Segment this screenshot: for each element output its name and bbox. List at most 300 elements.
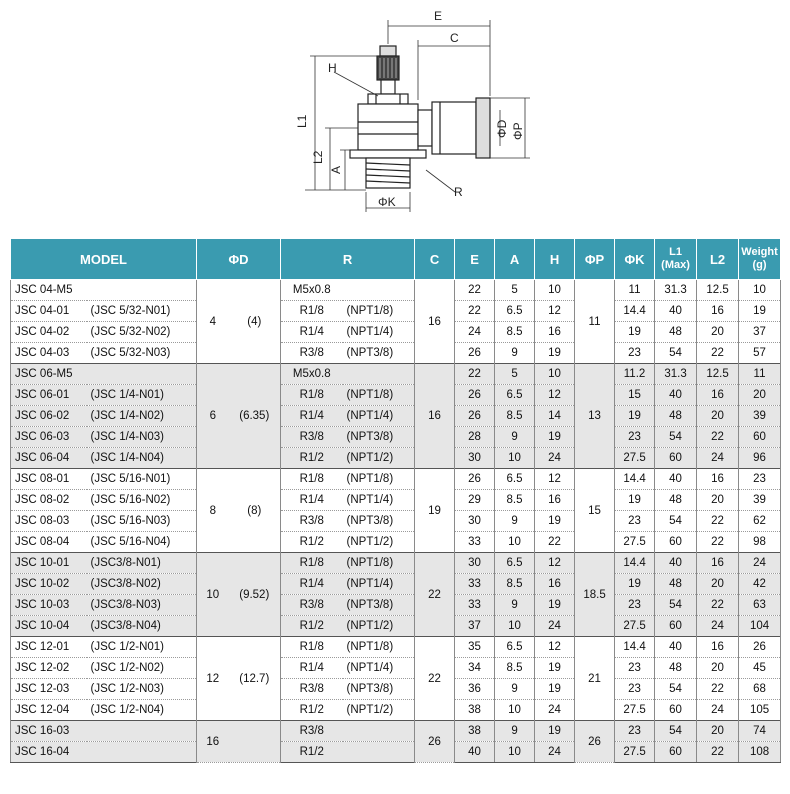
model-cell: JSC 10-02 [11, 574, 87, 595]
r-npt-cell: (NPT1/4) [343, 406, 415, 427]
table-row [11, 364, 781, 385]
model-cell: JSC 10-04 [11, 616, 87, 637]
alt-model-cell [87, 742, 197, 763]
a-cell: 10 [495, 700, 535, 721]
weight-cell: 26 [739, 637, 781, 658]
alt-model-cell: (JSC 5/32-N01) [87, 301, 197, 322]
table-row [11, 448, 781, 469]
e-cell: 35 [455, 637, 495, 658]
r-thread-cell: R1/4 [281, 658, 343, 679]
e-cell: 37 [455, 616, 495, 637]
r-thread-cell: R1/8 [281, 553, 343, 574]
weight-cell: 24 [739, 553, 781, 574]
c-cell: 22 [415, 553, 455, 637]
l2-cell: 12.5 [697, 364, 739, 385]
k-cell: 14.4 [615, 637, 655, 658]
dim-label-l1: L1 [295, 114, 309, 128]
table-row [11, 637, 781, 658]
alt-model-cell: (JSC 5/32-N03) [87, 343, 197, 364]
alt-model-cell: (JSC3/8-N03) [87, 595, 197, 616]
alt-model-cell: (JSC 5/16-N01) [87, 469, 197, 490]
e-cell: 33 [455, 532, 495, 553]
alt-model-cell: (JSC 5/16-N03) [87, 511, 197, 532]
table-row [11, 574, 781, 595]
alt-model-cell: (JSC 1/2-N03) [87, 679, 197, 700]
p-cell: 11 [575, 280, 615, 364]
l1-cell: 54 [655, 595, 697, 616]
alt-model-cell [87, 280, 197, 301]
l2-cell: 22 [697, 679, 739, 700]
weight-cell: 60 [739, 427, 781, 448]
r-npt-cell: (NPT1/8) [343, 301, 415, 322]
r-npt-cell: (NPT1/2) [343, 448, 415, 469]
weight-cell: 96 [739, 448, 781, 469]
a-cell: 10 [495, 742, 535, 763]
a-cell: 6.5 [495, 301, 535, 322]
col-header-e: E [455, 239, 495, 280]
d-size-cell: 6 [197, 364, 229, 469]
model-cell: JSC 08-04 [11, 532, 87, 553]
k-cell: 23 [615, 721, 655, 742]
alt-model-cell: (JSC 5/16-N02) [87, 490, 197, 511]
c-cell: 19 [415, 469, 455, 553]
col-header-l1 [655, 239, 697, 280]
h-cell: 10 [535, 364, 575, 385]
r-thread-cell: R1/2 [281, 700, 343, 721]
table-body [11, 280, 781, 763]
k-cell: 19 [615, 322, 655, 343]
e-cell: 22 [455, 301, 495, 322]
table-row [11, 679, 781, 700]
dim-label-l2: L2 [311, 150, 325, 164]
weight-cell: 39 [739, 490, 781, 511]
table-row [11, 343, 781, 364]
e-cell: 30 [455, 448, 495, 469]
table-row [11, 721, 781, 742]
table-row [11, 427, 781, 448]
r-npt-cell: (NPT1/4) [343, 658, 415, 679]
e-cell: 29 [455, 490, 495, 511]
l2-cell: 24 [697, 700, 739, 721]
r-thread-cell: R1/2 [281, 448, 343, 469]
col-header-l1-label: L1 [669, 246, 682, 258]
h-cell: 22 [535, 532, 575, 553]
k-cell: 23 [615, 595, 655, 616]
col-header-l1-sub: (Max) [661, 259, 690, 271]
r-thread-cell: R1/8 [281, 301, 343, 322]
l2-cell: 12.5 [697, 280, 739, 301]
a-cell: 9 [495, 427, 535, 448]
col-header-c: C [415, 239, 455, 280]
k-cell: 19 [615, 406, 655, 427]
alt-model-cell: (JSC 1/4-N02) [87, 406, 197, 427]
weight-cell: 105 [739, 700, 781, 721]
h-cell: 19 [535, 427, 575, 448]
col-header-r: R [281, 239, 415, 280]
h-cell: 16 [535, 490, 575, 511]
l2-cell: 20 [697, 658, 739, 679]
e-cell: 26 [455, 343, 495, 364]
h-cell: 12 [535, 301, 575, 322]
r-thread-cell: R3/8 [281, 595, 343, 616]
l1-cell: 54 [655, 511, 697, 532]
k-cell: 27.5 [615, 700, 655, 721]
weight-cell: 23 [739, 469, 781, 490]
c-cell: 16 [415, 280, 455, 364]
r-thread-cell: R3/8 [281, 721, 343, 742]
r-npt-cell: (NPT1/4) [343, 574, 415, 595]
model-cell: JSC 10-01 [11, 553, 87, 574]
a-cell: 5 [495, 280, 535, 301]
d-inch-cell: (8) [229, 469, 281, 553]
l1-cell: 40 [655, 301, 697, 322]
table-row [11, 406, 781, 427]
a-cell: 8.5 [495, 658, 535, 679]
l2-cell: 20 [697, 574, 739, 595]
l1-cell: 54 [655, 679, 697, 700]
r-npt-cell: (NPT3/8) [343, 511, 415, 532]
l1-cell: 60 [655, 616, 697, 637]
alt-model-cell: (JSC 1/2-N04) [87, 700, 197, 721]
k-cell: 23 [615, 658, 655, 679]
a-cell: 10 [495, 448, 535, 469]
r-thread-cell: R3/8 [281, 343, 343, 364]
d-size-cell: 4 [197, 280, 229, 364]
a-cell: 9 [495, 721, 535, 742]
model-cell: JSC 10-03 [11, 595, 87, 616]
k-cell: 27.5 [615, 532, 655, 553]
p-cell: 21 [575, 637, 615, 721]
alt-model-cell: (JSC 1/4-N01) [87, 385, 197, 406]
l1-cell: 31.3 [655, 280, 697, 301]
alt-model-cell: (JSC 1/4-N04) [87, 448, 197, 469]
col-header-a: A [495, 239, 535, 280]
col-header-weight-sub: (g) [752, 259, 767, 271]
k-cell: 27.5 [615, 742, 655, 763]
col-header-model: MODEL [11, 239, 197, 280]
table-row [11, 553, 781, 574]
a-cell: 8.5 [495, 490, 535, 511]
r-thread-cell: R1/8 [281, 469, 343, 490]
h-cell: 19 [535, 343, 575, 364]
dim-label-a: A [329, 165, 343, 174]
weight-cell: 62 [739, 511, 781, 532]
weight-cell: 74 [739, 721, 781, 742]
alt-model-cell: (JSC 5/16-N04) [87, 532, 197, 553]
alt-model-cell: (JSC3/8-N04) [87, 616, 197, 637]
a-cell: 8.5 [495, 406, 535, 427]
r-thread-cell: R1/2 [281, 742, 343, 763]
d-size-cell: 16 [197, 721, 229, 763]
d-inch-cell: (9.52) [229, 553, 281, 637]
dim-label-e: E [434, 9, 443, 23]
dim-label-d: ΦD [495, 119, 509, 138]
l1-cell: 40 [655, 553, 697, 574]
l2-cell: 22 [697, 742, 739, 763]
l2-cell: 16 [697, 553, 739, 574]
r-npt-cell: (NPT1/2) [343, 616, 415, 637]
e-cell: 26 [455, 406, 495, 427]
l1-cell: 31.3 [655, 364, 697, 385]
r-thread-cell: R1/4 [281, 490, 343, 511]
model-cell: JSC 06-04 [11, 448, 87, 469]
k-cell: 11.2 [615, 364, 655, 385]
a-cell: 10 [495, 532, 535, 553]
weight-cell: 68 [739, 679, 781, 700]
k-cell: 14.4 [615, 301, 655, 322]
r-thread-cell: R1/4 [281, 406, 343, 427]
k-cell: 19 [615, 490, 655, 511]
e-cell: 26 [455, 385, 495, 406]
l2-cell: 22 [697, 343, 739, 364]
r-npt-cell: (NPT1/8) [343, 469, 415, 490]
alt-model-cell: (JSC 1/2-N02) [87, 658, 197, 679]
h-cell: 16 [535, 322, 575, 343]
l1-cell: 54 [655, 427, 697, 448]
c-cell: 16 [415, 364, 455, 469]
l2-cell: 20 [697, 406, 739, 427]
h-cell: 12 [535, 637, 575, 658]
k-cell: 14.4 [615, 553, 655, 574]
a-cell: 9 [495, 595, 535, 616]
r-npt-cell: (NPT1/8) [343, 637, 415, 658]
model-cell: JSC 16-03 [11, 721, 87, 742]
weight-cell: 42 [739, 574, 781, 595]
r-thread-cell: R1/4 [281, 574, 343, 595]
l2-cell: 16 [697, 301, 739, 322]
l1-cell: 40 [655, 469, 697, 490]
l1-cell: 48 [655, 658, 697, 679]
table-row [11, 511, 781, 532]
dim-label-p: ΦP [511, 122, 525, 140]
r-thread-cell: R3/8 [281, 679, 343, 700]
model-cell: JSC 12-02 [11, 658, 87, 679]
l2-cell: 16 [697, 385, 739, 406]
k-cell: 23 [615, 343, 655, 364]
table-row [11, 700, 781, 721]
l2-cell: 22 [697, 595, 739, 616]
table-row [11, 469, 781, 490]
l1-cell: 40 [655, 637, 697, 658]
model-cell: JSC 04-01 [11, 301, 87, 322]
e-cell: 40 [455, 742, 495, 763]
h-cell: 12 [535, 385, 575, 406]
l2-cell: 20 [697, 490, 739, 511]
p-cell: 13 [575, 364, 615, 469]
r-thread-cell: R3/8 [281, 511, 343, 532]
l1-cell: 40 [655, 385, 697, 406]
h-cell: 19 [535, 658, 575, 679]
model-cell: JSC 04-02 [11, 322, 87, 343]
e-cell: 38 [455, 700, 495, 721]
alt-model-cell: (JSC 1/4-N03) [87, 427, 197, 448]
model-cell: JSC 08-01 [11, 469, 87, 490]
p-cell: 15 [575, 469, 615, 553]
r-thread-cell: R1/8 [281, 637, 343, 658]
l2-cell: 16 [697, 469, 739, 490]
l2-cell: 24 [697, 448, 739, 469]
specification-table [10, 238, 781, 763]
r-thread-cell: R1/4 [281, 322, 343, 343]
l2-cell: 16 [697, 637, 739, 658]
table-row [11, 280, 781, 301]
r-thread-cell: M5x0.8 [281, 364, 343, 385]
alt-model-cell: (JSC3/8-N01) [87, 553, 197, 574]
h-cell: 19 [535, 595, 575, 616]
weight-cell: 20 [739, 385, 781, 406]
r-npt-cell: (NPT3/8) [343, 343, 415, 364]
e-cell: 24 [455, 322, 495, 343]
k-cell: 15 [615, 385, 655, 406]
a-cell: 9 [495, 343, 535, 364]
l1-cell: 54 [655, 343, 697, 364]
h-cell: 24 [535, 448, 575, 469]
e-cell: 30 [455, 553, 495, 574]
k-cell: 11 [615, 280, 655, 301]
a-cell: 9 [495, 679, 535, 700]
e-cell: 36 [455, 679, 495, 700]
weight-cell: 37 [739, 322, 781, 343]
k-cell: 27.5 [615, 448, 655, 469]
r-thread-cell: M5x0.8 [281, 280, 343, 301]
alt-model-cell [87, 721, 197, 742]
model-cell: JSC 06-03 [11, 427, 87, 448]
a-cell: 6.5 [495, 469, 535, 490]
table-row [11, 532, 781, 553]
e-cell: 22 [455, 280, 495, 301]
l1-cell: 60 [655, 448, 697, 469]
l2-cell: 22 [697, 427, 739, 448]
weight-cell: 45 [739, 658, 781, 679]
model-cell: JSC 06-M5 [11, 364, 87, 385]
table-row [11, 742, 781, 763]
l2-cell: 24 [697, 616, 739, 637]
a-cell: 9 [495, 511, 535, 532]
d-inch-cell: (4) [229, 280, 281, 364]
weight-cell: 57 [739, 343, 781, 364]
a-cell: 8.5 [495, 322, 535, 343]
r-npt-cell: (NPT3/8) [343, 595, 415, 616]
model-cell: JSC 08-02 [11, 490, 87, 511]
l2-cell: 20 [697, 721, 739, 742]
weight-cell: 11 [739, 364, 781, 385]
r-npt-cell [343, 280, 415, 301]
table-row [11, 301, 781, 322]
alt-model-cell: (JSC 5/32-N02) [87, 322, 197, 343]
dim-label-r: R [454, 185, 463, 199]
r-npt-cell [343, 721, 415, 742]
model-cell: JSC 08-03 [11, 511, 87, 532]
r-npt-cell: (NPT3/8) [343, 679, 415, 700]
k-cell: 27.5 [615, 616, 655, 637]
table-header-row [11, 239, 781, 280]
e-cell: 26 [455, 469, 495, 490]
d-inch-cell [229, 721, 281, 763]
r-thread-cell: R1/2 [281, 532, 343, 553]
col-header-h: H [535, 239, 575, 280]
table-row [11, 322, 781, 343]
e-cell: 30 [455, 511, 495, 532]
a-cell: 6.5 [495, 385, 535, 406]
l2-cell: 20 [697, 322, 739, 343]
d-size-cell: 10 [197, 553, 229, 637]
d-inch-cell: (6.35) [229, 364, 281, 469]
weight-cell: 63 [739, 595, 781, 616]
model-cell: JSC 12-04 [11, 700, 87, 721]
h-cell: 19 [535, 721, 575, 742]
weight-cell: 10 [739, 280, 781, 301]
h-cell: 16 [535, 574, 575, 595]
model-cell: JSC 06-01 [11, 385, 87, 406]
c-cell: 22 [415, 637, 455, 721]
fitting-technical-drawing [0, 0, 790, 235]
col-header-d: ΦD [197, 239, 281, 280]
k-cell: 23 [615, 511, 655, 532]
r-thread-cell: R1/8 [281, 385, 343, 406]
model-cell: JSC 04-M5 [11, 280, 87, 301]
alt-model-cell: (JSC3/8-N02) [87, 574, 197, 595]
r-npt-cell: (NPT1/2) [343, 532, 415, 553]
model-cell: JSC 12-03 [11, 679, 87, 700]
model-cell: JSC 06-02 [11, 406, 87, 427]
r-thread-cell: R1/2 [281, 616, 343, 637]
weight-cell: 104 [739, 616, 781, 637]
c-cell: 26 [415, 721, 455, 763]
h-cell: 19 [535, 679, 575, 700]
a-cell: 6.5 [495, 637, 535, 658]
a-cell: 6.5 [495, 553, 535, 574]
r-npt-cell: (NPT1/2) [343, 700, 415, 721]
l1-cell: 60 [655, 742, 697, 763]
l1-cell: 48 [655, 490, 697, 511]
h-cell: 12 [535, 469, 575, 490]
h-cell: 24 [535, 616, 575, 637]
table-row [11, 595, 781, 616]
d-size-cell: 8 [197, 469, 229, 553]
table-row [11, 490, 781, 511]
col-header-p: ΦP [575, 239, 615, 280]
table-row [11, 658, 781, 679]
p-cell: 18.5 [575, 553, 615, 637]
k-cell: 14.4 [615, 469, 655, 490]
e-cell: 22 [455, 364, 495, 385]
r-npt-cell [343, 364, 415, 385]
l1-cell: 54 [655, 721, 697, 742]
r-npt-cell: (NPT1/8) [343, 385, 415, 406]
weight-cell: 39 [739, 406, 781, 427]
l1-cell: 48 [655, 574, 697, 595]
r-npt-cell: (NPT1/8) [343, 553, 415, 574]
r-npt-cell [343, 742, 415, 763]
h-cell: 12 [535, 553, 575, 574]
model-cell: JSC 16-04 [11, 742, 87, 763]
weight-cell: 98 [739, 532, 781, 553]
a-cell: 8.5 [495, 574, 535, 595]
p-cell: 26 [575, 721, 615, 763]
r-npt-cell: (NPT1/4) [343, 322, 415, 343]
dim-label-h: H [328, 61, 337, 75]
k-cell: 19 [615, 574, 655, 595]
l1-cell: 60 [655, 700, 697, 721]
h-cell: 24 [535, 700, 575, 721]
col-header-l2: L2 [697, 239, 739, 280]
r-npt-cell: (NPT1/4) [343, 490, 415, 511]
l1-cell: 48 [655, 322, 697, 343]
weight-cell: 19 [739, 301, 781, 322]
h-cell: 24 [535, 742, 575, 763]
k-cell: 23 [615, 679, 655, 700]
d-size-cell: 12 [197, 637, 229, 721]
